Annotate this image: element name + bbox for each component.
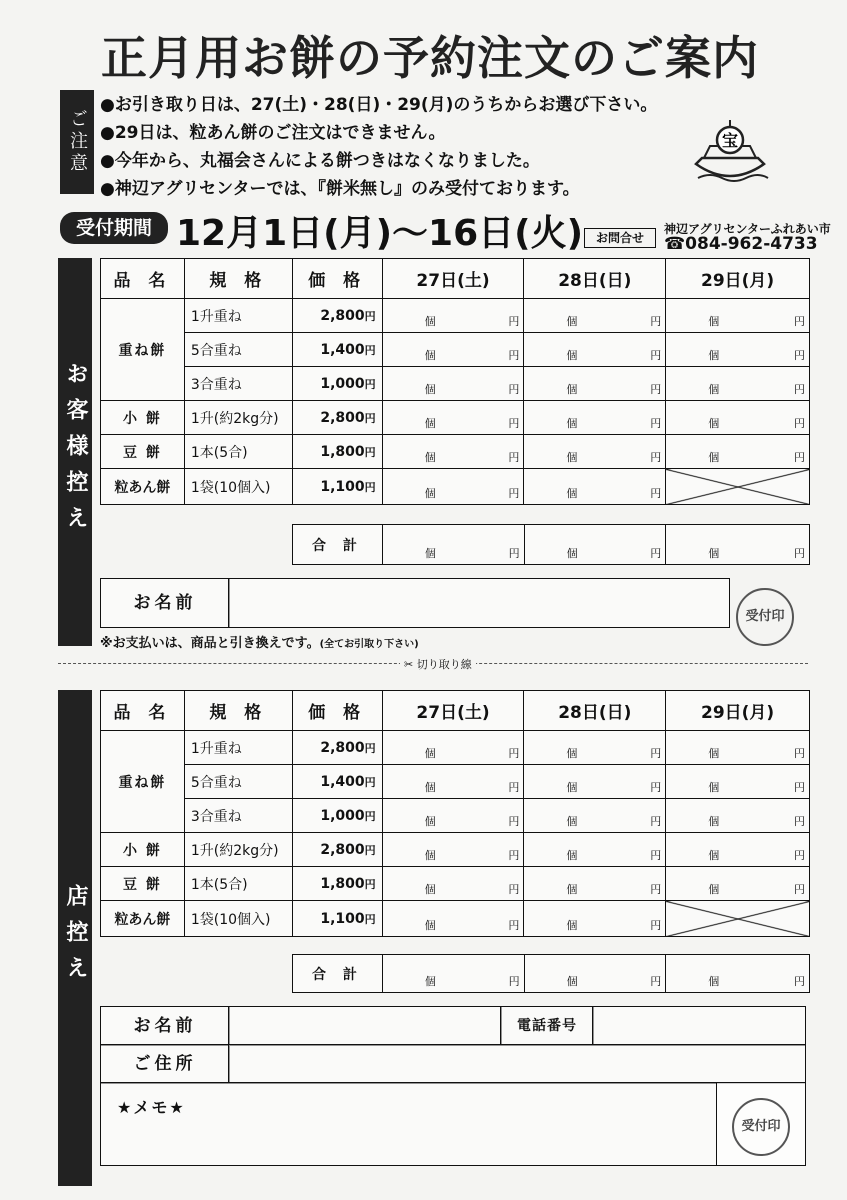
qty-input-28[interactable]: 個 円 [524, 833, 666, 867]
period-label: 受付期間 [60, 212, 168, 244]
qty-input-27[interactable]: 個 円 [382, 435, 524, 469]
memo-box[interactable] [100, 1082, 806, 1166]
qty-input-29[interactable]: 個 円 [666, 401, 810, 435]
cut-label: ✂ 切り取り線 [400, 656, 476, 672]
total-label: 合 計 [293, 525, 383, 565]
price-cell: 1,000円 [292, 367, 382, 401]
qty-input-28[interactable]: 個 円 [524, 299, 666, 333]
header-price: 価 格 [292, 259, 382, 299]
qty-input-29[interactable]: 個 円 [666, 867, 810, 901]
qty-input-28[interactable]: 個 円 [524, 333, 666, 367]
price-cell: 1,000円 [292, 799, 382, 833]
address-input[interactable] [228, 1044, 806, 1084]
customer-order-table [100, 258, 810, 505]
qty-input-27[interactable]: 個 円 [382, 367, 524, 401]
qty-input-28[interactable]: 個 円 [524, 901, 666, 937]
qty-input-28[interactable]: 個 円 [524, 765, 666, 799]
page-title: 正月用お餅の予約注文のご案内 [101, 31, 759, 85]
total-28[interactable]: 個 円 [524, 525, 666, 565]
qty-input-27[interactable]: 個 円 [382, 333, 524, 367]
customer-copy-tab: お客様控え [58, 258, 92, 646]
address-label: ご住所 [133, 1054, 197, 1074]
qty-input-29[interactable]: 個 円 [666, 435, 810, 469]
price-cell: 2,800円 [292, 299, 382, 333]
spec-cell: 1袋(10個入) [184, 469, 292, 505]
spec-cell: 1升(約2kg分) [184, 833, 292, 867]
price-cell: 2,800円 [292, 833, 382, 867]
qty-input-29[interactable]: 個 円 [666, 833, 810, 867]
product-komochi: 小 餅 [101, 833, 185, 867]
qty-input-27[interactable]: 個 円 [382, 901, 524, 937]
store-name-label: お名前 [133, 1016, 197, 1036]
header-spec: 規 格 [184, 259, 292, 299]
header-day28: 28日(日) [524, 259, 666, 299]
header-day28: 28日(日) [524, 691, 666, 731]
qty-input-28[interactable]: 個 円 [524, 731, 666, 765]
spec-cell: 1本(5合) [184, 867, 292, 901]
price-cell: 1,100円 [292, 469, 382, 505]
product-tsubuan: 粒あん餅 [101, 469, 185, 505]
qty-input-29[interactable]: 個 円 [666, 367, 810, 401]
header-name: 品 名 [101, 691, 185, 731]
qty-input-29[interactable]: 個 円 [666, 333, 810, 367]
qty-input-28[interactable]: 個 円 [524, 799, 666, 833]
header-day29: 29日(月) [666, 691, 810, 731]
qty-input-28[interactable]: 個 円 [524, 401, 666, 435]
spec-cell: 1本(5合) [184, 435, 292, 469]
total-27[interactable]: 個 円 [382, 525, 524, 565]
qty-input-27[interactable]: 個 円 [382, 867, 524, 901]
header-name: 品 名 [101, 259, 185, 299]
qty-input-27[interactable]: 個 円 [382, 765, 524, 799]
product-tsubuan: 粒あん餅 [101, 901, 185, 937]
store-name-input[interactable] [228, 1006, 502, 1046]
header-price: 価 格 [292, 691, 382, 731]
spec-cell: 5合重ね [184, 765, 292, 799]
header-day29: 29日(月) [666, 259, 810, 299]
qty-input-29[interactable]: 個 円 [666, 765, 810, 799]
qty-input-27[interactable]: 個 円 [382, 731, 524, 765]
contact-tel: ☎084-962-4733 [664, 234, 818, 254]
name-label: お名前 [133, 593, 197, 613]
qty-input-27[interactable]: 個 円 [382, 799, 524, 833]
total-29[interactable]: 個 円 [666, 955, 810, 993]
qty-input-27[interactable]: 個 円 [382, 833, 524, 867]
qty-input-27[interactable]: 個 円 [382, 299, 524, 333]
price-cell: 1,800円 [292, 435, 382, 469]
contact-label: お問合せ [584, 228, 656, 248]
name-label-box [100, 578, 230, 628]
total-29[interactable]: 個 円 [666, 525, 810, 565]
store-copy-tab: 店控え [58, 690, 92, 1186]
qty-input-29[interactable]: 個 円 [666, 799, 810, 833]
price-cell: 2,800円 [292, 401, 382, 435]
spec-cell: 1升重ね [184, 731, 292, 765]
header-day27: 27日(土) [382, 259, 524, 299]
product-komochi: 小 餅 [101, 401, 185, 435]
qty-input-29[interactable]: 個 円 [666, 299, 810, 333]
phone-label-box [500, 1006, 594, 1046]
product-mame: 豆 餅 [101, 435, 185, 469]
address-label-box [100, 1044, 230, 1084]
notice-item: ●今年から、丸福会さんによる餅つきはなくなりました。 [100, 151, 540, 171]
phone-label: 電話番号 [517, 1018, 577, 1034]
qty-input-28[interactable]: 個 円 [524, 469, 666, 505]
spec-cell: 1升(約2kg分) [184, 401, 292, 435]
memo-label: ★メモ★ [117, 1098, 186, 1117]
contact-org: 神辺アグリセンターふれあい市 [664, 222, 831, 236]
ship-label: 宝 [721, 131, 739, 150]
notice-item: ●29日は、粒あん餅のご注文はできません。 [100, 123, 446, 143]
spec-cell: 3合重ね [184, 367, 292, 401]
price-cell: 2,800円 [292, 731, 382, 765]
header-day27: 27日(土) [382, 691, 524, 731]
total-27[interactable]: 個 円 [382, 955, 524, 993]
notice-item: ●お引き取り日は、27(土)・28(日)・29(月)のうちからお選び下さい。 [100, 95, 658, 115]
treasure-ship-icon [690, 118, 770, 188]
header-spec: 規 格 [184, 691, 292, 731]
store-name-label-box [100, 1006, 230, 1046]
store-order-table [100, 690, 810, 937]
period-dates: 12月1日(月)〜16日(火) [176, 213, 584, 254]
qty-input-28[interactable]: 個 円 [524, 435, 666, 469]
product-mame: 豆 餅 [101, 867, 185, 901]
store-reception-stamp: 受付印 [732, 1098, 790, 1156]
qty-input-29[interactable]: 個 円 [666, 731, 810, 765]
store-total-table [292, 954, 810, 993]
product-kasane: 重ね餅 [101, 299, 185, 401]
spec-cell: 1升重ね [184, 299, 292, 333]
qty-input-27[interactable]: 個 円 [382, 401, 524, 435]
customer-name-input[interactable] [228, 578, 730, 628]
qty-input-27[interactable]: 個 円 [382, 469, 524, 505]
price-cell: 1,100円 [292, 901, 382, 937]
crossed-out-cell [666, 469, 810, 505]
spec-cell: 5合重ね [184, 333, 292, 367]
qty-input-28[interactable]: 個 円 [524, 867, 666, 901]
price-cell: 1,400円 [292, 333, 382, 367]
price-cell: 1,400円 [292, 765, 382, 799]
qty-input-28[interactable]: 個 円 [524, 367, 666, 401]
reception-stamp: 受付印 [736, 588, 794, 646]
payment-note: ※お支払いは、商品と引き換えです。(全てお引取り下さい) [100, 636, 419, 651]
total-28[interactable]: 個 円 [524, 955, 666, 993]
crossed-out-cell [666, 901, 810, 937]
phone-input[interactable] [592, 1006, 806, 1046]
notice-item: ●神辺アグリセンターでは、『餅米無し』のみ受付ております。 [100, 179, 580, 199]
total-label: 合 計 [293, 955, 383, 993]
customer-total-table [292, 524, 810, 565]
spec-cell: 1袋(10個入) [184, 901, 292, 937]
price-cell: 1,800円 [292, 867, 382, 901]
notice-tab: ご注意 [60, 90, 94, 194]
product-kasane: 重ね餅 [101, 731, 185, 833]
spec-cell: 3合重ね [184, 799, 292, 833]
